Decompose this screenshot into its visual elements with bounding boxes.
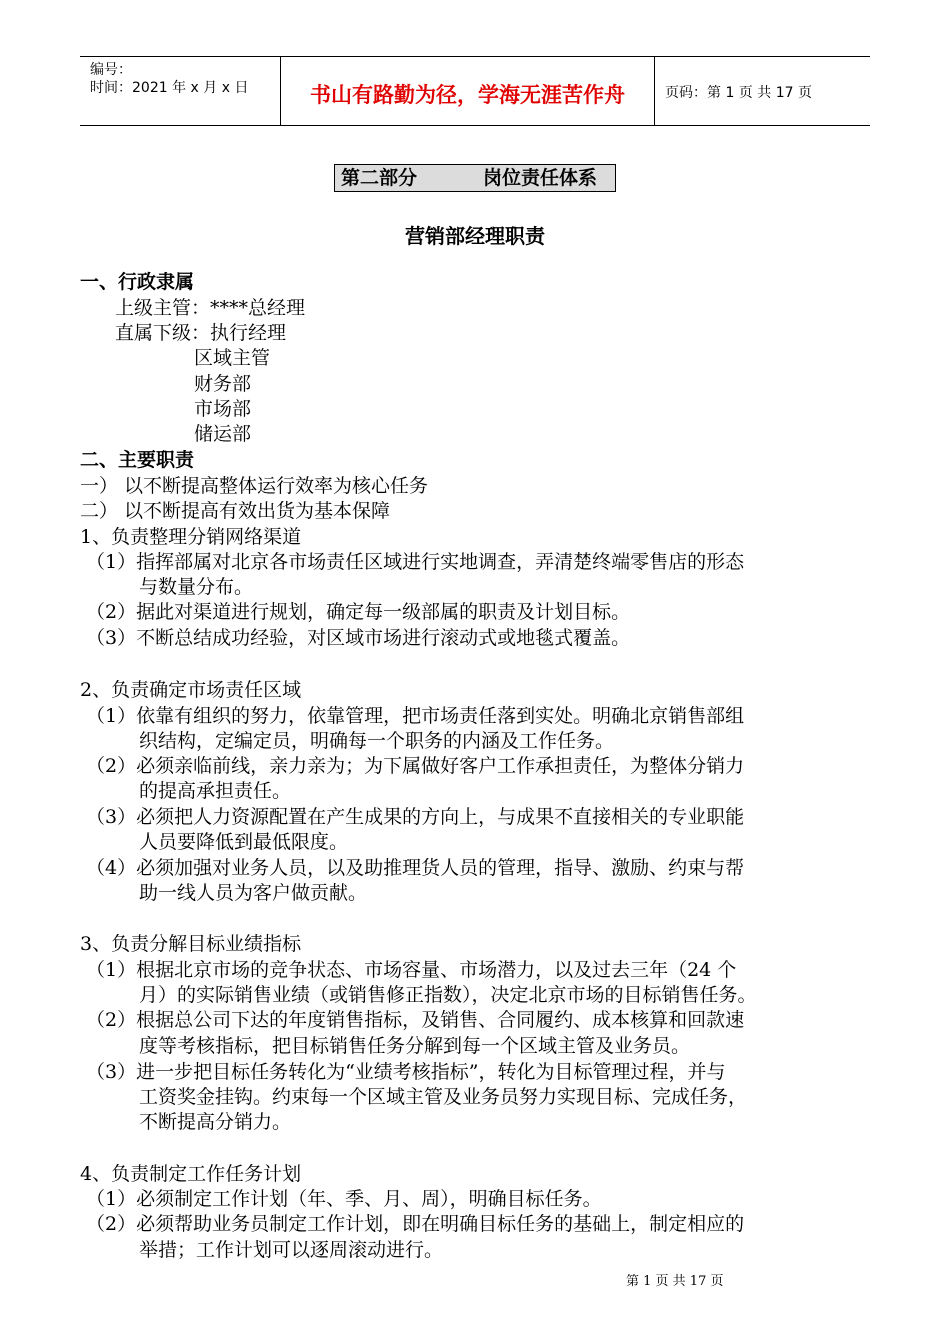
body-line: （1）指挥部属对北京各市场责任区域进行实地调查，弄清楚终端零售店的形态: [86, 551, 745, 573]
body-line: （3）必须把人力资源配置在产生成果的方向上，与成果不直接相关的专业职能: [86, 806, 745, 828]
body-line: 不断提高分销力。: [139, 1111, 292, 1133]
body-line: （2）必须亲临前线，亲力亲为；为下属做好客户工作承担责任，为整体分销力: [86, 755, 745, 777]
section-heading: 一、行政隶属: [80, 271, 195, 293]
header-motto: 书山有路勤为径，学海无涯苦作舟: [310, 83, 625, 107]
body-line: 助一线人员为客户做贡献。: [139, 882, 368, 904]
body-line: 人员要降低到最低限度。: [139, 831, 349, 853]
body-line: 上级主管：****总经理: [115, 297, 306, 319]
body-line: （3）进一步把目标任务转化为“业绩考核指标”，转化为目标管理过程，并与: [86, 1061, 726, 1083]
body-line: 的提高承担责任。: [139, 780, 292, 802]
body-line: （4）必须加强对业务人员，以及助推理货人员的管理，指导、激励、约束与帮: [86, 857, 745, 879]
time-label: 时间：2021 年 x 月 x 日: [90, 80, 249, 96]
body-line: 区域主管: [194, 347, 271, 369]
body-line: 2、负责确定市场责任区域: [80, 679, 302, 701]
body-line: （3）不断总结成功经验，对区域市场进行滚动式或地毯式覆盖。: [86, 627, 631, 649]
header-meta: [90, 61, 248, 97]
header-divider: [654, 57, 655, 125]
body-line: 3、负责分解目标业绩指标: [80, 933, 302, 955]
page-header: [80, 56, 870, 126]
body-line: 工资奖金挂钩。约束每一个区域主管及业务员努力实现目标、完成任务，: [139, 1086, 748, 1108]
part-title-right: 岗位责任体系: [483, 167, 598, 189]
body-line: 直属下级：执行经理: [115, 322, 287, 344]
body-line: （1）依靠有组织的努力，依靠管理，把市场责任落到实处。明确北京销售部组: [86, 705, 745, 727]
body-line: （2）据此对渠道进行规划，确定每一级部属的职责及计划目标。: [86, 601, 631, 623]
body-line: 与数量分布。: [139, 576, 254, 598]
page-footer: 第 1 页 共 17 页: [626, 1274, 724, 1289]
part-title-left: 第二部分: [341, 167, 418, 189]
body-line: 度等考核指标，把目标销售任务分解到每一个区域主管及业务员。: [139, 1035, 691, 1057]
body-line: （2）必须帮助业务员制定工作计划，即在明确目标任务的基础上，制定相应的: [86, 1213, 745, 1235]
body-line: （1）根据北京市场的竞争状态、市场容量、市场潜力，以及过去三年（24 个: [86, 959, 737, 981]
body-line: （2）根据总公司下达的年度销售指标，及销售、合同履约、成本核算和回款速: [86, 1009, 745, 1031]
body-line: 一） 以不断提高整体运行效率为核心任务: [80, 475, 429, 497]
body-line: 财务部: [194, 373, 252, 395]
body-line: 1、负责整理分销网络渠道: [80, 526, 302, 548]
body-line: 储运部: [194, 423, 252, 445]
body-line: 织结构，定编定员，明确每一个职务的内涵及工作任务。: [139, 730, 615, 752]
body-line: （1）必须制定工作计划（年、季、月、周），明确目标任务。: [86, 1188, 602, 1210]
body-line: 二） 以不断提高有效出货为基本保障: [80, 500, 391, 522]
header-page-info: 页码：第 1 页 共 17 页: [665, 85, 812, 101]
number-label: 编号：: [90, 62, 132, 78]
body-line: 市场部: [194, 398, 252, 420]
body-line: 举措；工作计划可以逐周滚动进行。: [139, 1239, 444, 1261]
part-title-box: [334, 164, 616, 192]
doc-title: 营销部经理职责: [405, 224, 545, 248]
body-line: 月）的实际销售业绩（或销售修正指数），决定北京市场的目标销售任务。: [139, 984, 757, 1006]
body-line: 4、负责制定工作任务计划: [80, 1163, 302, 1185]
section-heading: 二、主要职责: [80, 449, 195, 471]
